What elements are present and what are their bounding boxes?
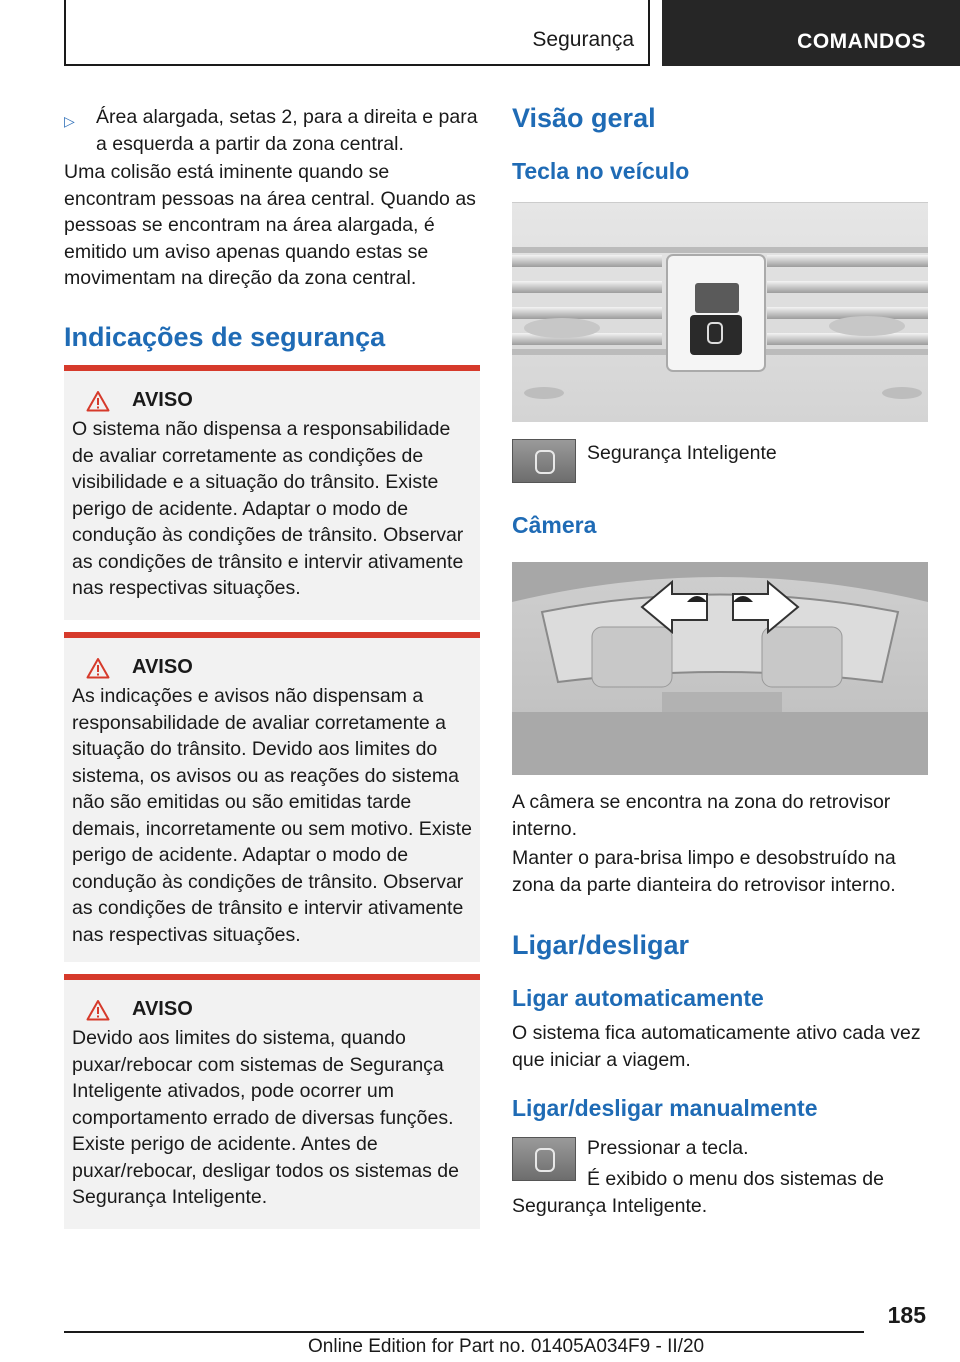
button-heading: Tecla no veículo [512,158,690,184]
header-section-tab [64,0,650,66]
warning-title: AVISO [132,656,193,678]
bullet-triangle-icon: ▷ [64,113,75,129]
intelligent-safety-icon [512,439,576,483]
button-label: Segurança Inteligente [587,442,777,464]
warning-text: Devido aos limites do sistema, quando puxar/rebocar com sistemas de Segurança Inteligente ativados, pode ocorrer um comportamento errado de diversas funções. Existe perigo de acidente. Antes de puxar/rebocar, desligar todos os sistemas de Segurança Inteligente. [72,1027,459,1208]
warning-title: AVISO [132,998,193,1020]
manual-paragraph-1: Pressionar a tecla. [587,1137,749,1159]
warning-box-1 [64,365,480,620]
bullet-item [64,104,480,157]
onoff-heading: Ligar/desligar [512,930,690,960]
footer-edition: Online Edition for Part no. 01405A034F9 - II/20 [308,1336,705,1357]
warning-box-3 [64,974,480,1229]
camera-paragraph-2: Manter o para-brisa limpo e desobstruído na zona da parte dianteira do retrovisor interno. [512,847,896,896]
warning-text: As indicações e avisos não dispensam a responsabilidade de avaliar corretamente a situação do trânsito. Devido aos limites do sistema, os avisos ou as reações do sistema não são emitidas ou são emitidas tarde demais, incorretamente ou sem motivo. Existe perigo de acidente. Adaptar o modo de condução às condições de trânsito. Observar as condições de trânsito e intervir ativamente nas respectivas situações. [72,685,472,946]
warning-text: O sistema não dispensa a responsabilidade de avaliar corretamente as condições de visibilidade e a situação do trânsito. Existe perigo de acidente. Adaptar o modo de condução às condições de trânsito. Observar as condições de trânsito e intervir ativamente nas respectivas situações. [72,418,464,599]
auto-paragraph: O sistema fica automaticamente ativo cada vez que iniciar a viagem. [512,1022,921,1071]
manual-paragraph-2: É exibido o menu dos sistemas de Segurança Inteligente. [512,1168,884,1217]
bullet-text: Área alargada, setas 2, para a direita e para a esquerda a partir da zona central. [96,106,478,155]
camera-photo [512,562,928,775]
page-number: 185 [887,1302,926,1328]
manual-heading: Ligar/desligar manualmente [512,1095,818,1121]
warning-triangle-icon [86,657,110,679]
warning-triangle-icon [86,390,110,412]
overview-heading: Visão geral [512,103,656,133]
footer-divider [64,1331,864,1333]
header-chapter-tab [662,0,960,66]
vehicle-button-photo [512,202,928,422]
warning-title: AVISO [132,389,193,411]
intro-paragraph: Uma colisão está iminente quando se encontram pessoas na área central. Quando as pessoas se encontram na área alargada, é emitido um aviso apenas quando estas se movimentam na direção da zona central. [64,161,476,289]
camera-paragraph-1: A câmera se encontra na zona do retrovisor interno. [512,791,891,840]
warning-triangle-icon [86,999,110,1021]
camera-heading: Câmera [512,512,597,538]
header-chapter: COMANDOS [797,30,926,53]
safety-heading: Indicações de segurança [64,322,386,352]
auto-heading: Ligar automaticamente [512,985,764,1011]
header-section: Segurança [532,28,634,51]
warning-box-2 [64,632,480,962]
